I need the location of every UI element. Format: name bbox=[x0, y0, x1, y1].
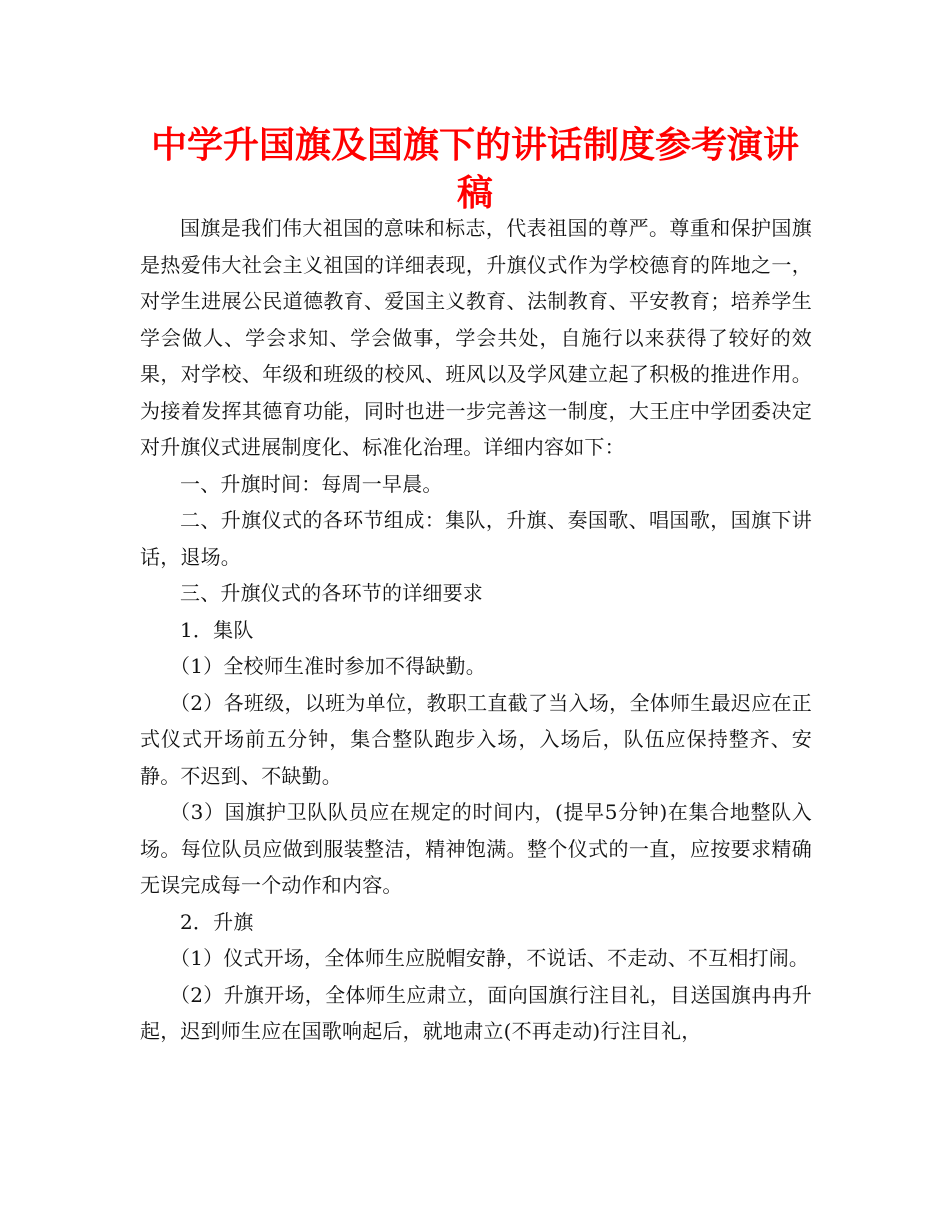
paragraph-item-2-1: （1）仪式开场，全体师生应脱帽安静，不说话、不走动、不互相打闹。 bbox=[170, 946, 810, 970]
document-body bbox=[140, 210, 812, 1050]
paragraph-item-1-3: （3）国旗护卫队队员应在规定的时间内，(提早5分钟)在集合地整队入场。每位队员应做到服装整洁，精神饱满。整个仪式的一直，应按要求精确无误完成每一个动作和内容。 bbox=[140, 800, 812, 897]
paragraph-intro: 国旗是我们伟大祖国的意味和标志，代表祖国的尊严。尊重和保护国旗是热爱伟大社会主义祖国的详细表现，升旗仪式作为学校德育的阵地之一，对学生进展公民道德教育、爱国主义教育、法制教育、平安教育；培养学生学会做人、学会求知、学会做事，学会共处，自施行以来获得了较好的效果，对学校、年级和班级的校风、班风以及学风建立起了积极的推进作用。为接着发挥其德育功能，同时也进一步完善这一制度，大王庄中学团委决定对升旗仪式进展制度化、标准化治理。详细内容如下： bbox=[140, 216, 812, 459]
paragraph-item-1-2: （2）各班级，以班为单位，教职工直截了当入场，全体师生最迟应在正式仪式开场前五分钟，集合整队跑步入场，入场后，队伍应保持整齐、安静。不迟到、不缺勤。 bbox=[140, 690, 812, 788]
paragraph-heading-flag-raising: 2．升旗 bbox=[180, 909, 254, 934]
paragraph-section-1: 一、升旗时间：每周一早晨。 bbox=[180, 471, 443, 496]
paragraph-section-3: 三、升旗仪式的各环节的详细要求 bbox=[180, 581, 483, 605]
paragraph-heading-assembly: 1．集队 bbox=[180, 617, 254, 642]
document-title: 中学升国旗及国旗下的讲话制度参考演讲稿 bbox=[150, 125, 799, 214]
paragraph-item-1-1: （1）全校师生准时参加不得缺勤。 bbox=[170, 654, 486, 678]
paragraph-item-2-2: （2）升旗开场，全体师生应肃立，面向国旗行注目礼，目送国旗冉冉升起，迟到师生应在国歌响起后，就地肃立(不再走动)行注目礼， bbox=[140, 982, 812, 1043]
paragraph-section-2: 二、升旗仪式的各环节组成：集队，升旗、奏国歌、唱国歌，国旗下讲话，退场。 bbox=[140, 508, 812, 569]
